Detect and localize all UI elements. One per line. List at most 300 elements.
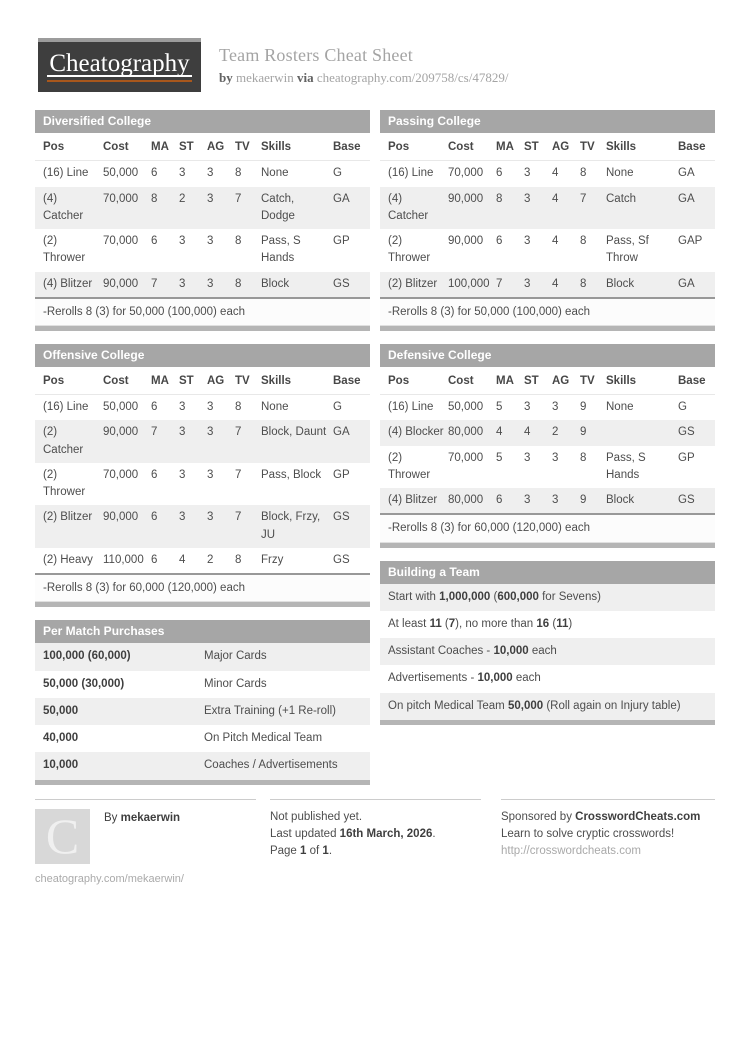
cheatography-logo[interactable] [38, 38, 201, 92]
table-row [380, 488, 715, 513]
table-cell: 7 [235, 192, 242, 205]
footer-profile-url[interactable]: cheatography.com/mekaerwin/ [35, 872, 184, 885]
table-cell: GAP [678, 235, 703, 248]
text-segment: ) [568, 617, 573, 630]
roster-table [35, 367, 370, 573]
table-cell: 8 [235, 235, 242, 248]
table-cell: 70,000 [103, 468, 139, 481]
table-cell: (4) Catcher [388, 192, 429, 222]
table-cell: (16) Line [388, 167, 434, 180]
text-segment: Sponsored by [500, 810, 576, 823]
column-header: AG [550, 133, 578, 161]
table-cell: 6 [151, 235, 158, 248]
table-cell: GS [333, 277, 350, 290]
column-header: TV [233, 367, 259, 395]
table-cell: (2) Blitzer [43, 511, 93, 524]
footer-by-label: By [104, 811, 118, 824]
roster-table [35, 367, 370, 573]
column-header-row [380, 133, 715, 161]
building-rule-row [380, 611, 715, 638]
section-bottom-bar [380, 543, 715, 548]
purchase-label: Minor Cards [204, 677, 267, 690]
section-title: Passing College [380, 110, 715, 133]
column-header: Skills [604, 367, 676, 395]
section-defensive-college [380, 344, 715, 548]
sheet-url-link[interactable]: cheatography.com/209758/cs/47829/ [316, 70, 509, 85]
roster-table [380, 367, 715, 513]
footer-author-block [35, 799, 256, 885]
column-header: MA [494, 133, 522, 161]
table-cell: 6 [151, 553, 158, 566]
table-cell: GA [678, 167, 695, 180]
table-cell: 50,000 [103, 401, 139, 414]
byline-by: by [219, 70, 233, 85]
table-cell: 3 [207, 192, 214, 205]
text-segment: At least [388, 617, 430, 630]
footer-status-line [270, 826, 481, 843]
table-cell: 3 [207, 511, 214, 524]
table-cell: 8 [235, 553, 242, 566]
table-cell: 3 [179, 511, 186, 524]
table-row [380, 395, 715, 421]
column-header: MA [149, 367, 177, 395]
table-cell: 70,000 [448, 451, 484, 464]
table-cell: 5 [496, 401, 503, 414]
sheet-body [0, 92, 750, 785]
table-cell: Frzy [261, 553, 284, 566]
table-cell: GA [333, 426, 350, 439]
text-segment: 600,000 [497, 590, 539, 603]
section-title: Defensive College [380, 344, 715, 367]
table-cell: GP [678, 451, 695, 464]
purchase-label: Major Cards [204, 650, 267, 663]
table-cell: 80,000 [448, 426, 484, 439]
table-cell: GA [333, 192, 350, 205]
table-cell: 3 [179, 426, 186, 439]
column-header: MA [149, 133, 177, 161]
section-bottom-bar [35, 326, 370, 331]
column-header: Cost [101, 133, 149, 161]
table-cell: 3 [207, 277, 214, 290]
text-segment: for Sevens) [538, 590, 601, 603]
footer-byline [104, 809, 180, 864]
table-cell: 4 [552, 235, 559, 248]
table-cell: (2) Thrower [43, 468, 86, 499]
text-segment: (Roll again on Injury table) [543, 699, 681, 712]
column-header: Base [676, 367, 715, 395]
table-cell: 3 [552, 494, 559, 507]
text-segment: 16th March, 2026 [339, 827, 433, 840]
table-cell: 50,000 [103, 167, 139, 180]
table-cell: (16) Line [388, 401, 434, 414]
table-row [35, 671, 370, 698]
table-cell [604, 420, 676, 445]
purchases-table [35, 643, 370, 779]
purchase-label: On Pitch Medical Team [204, 732, 323, 745]
text-segment: each [528, 645, 557, 658]
table-cell: (16) Line [43, 167, 89, 180]
column-header: Skills [604, 133, 676, 161]
table-cell: 3 [524, 192, 531, 205]
column-header-row [380, 367, 715, 395]
table-cell: 3 [552, 401, 559, 414]
column-header: Pos [35, 133, 101, 161]
table-cell: 100,000 [448, 277, 490, 290]
link[interactable]: http://crosswordcheats.com [500, 844, 641, 857]
table-cell: 3 [179, 277, 186, 290]
purchase-cost: 50,000 [43, 704, 79, 717]
footer-sponsor-line [501, 809, 715, 826]
table-cell: 3 [524, 401, 531, 414]
table-cell: 50,000 [448, 401, 484, 414]
table-note: -Rerolls 8 (3) for 50,000 (100,000) each [35, 297, 370, 326]
section-title: Building a Team [380, 561, 715, 584]
table-cell: 7 [151, 426, 158, 439]
section-passing-college [380, 110, 715, 331]
table-cell: (4) Blocker [388, 426, 444, 439]
table-row [35, 463, 370, 506]
table-cell: 9 [580, 494, 587, 507]
footer-author-link[interactable]: mekaerwin [120, 811, 181, 824]
table-cell: GA [678, 192, 695, 205]
roster-table [35, 133, 370, 297]
building-list [380, 584, 715, 720]
text-segment: Assistant Coaches - [388, 645, 494, 658]
byline [219, 70, 508, 86]
table-cell: 110,000 [103, 553, 144, 566]
table-cell: 8 [580, 277, 587, 290]
table-cell: 70,000 [448, 167, 484, 180]
footer-author-row [35, 809, 256, 864]
roster-table [380, 133, 715, 297]
table-cell: GS [678, 494, 695, 507]
table-cell: 7 [580, 192, 587, 205]
table-cell: 6 [496, 235, 503, 248]
table-cell: Pass, Block [261, 468, 322, 481]
table-row [35, 161, 370, 187]
table-cell: 6 [151, 468, 158, 481]
table-cell: 90,000 [103, 426, 139, 439]
footer-status-block [270, 799, 481, 885]
table-cell: 4 [552, 277, 559, 290]
table-cell: GS [333, 511, 350, 524]
table-cell: 3 [524, 451, 531, 464]
table-note: -Rerolls 8 (3) for 50,000 (100,000) each [380, 297, 715, 326]
table-cell: Block [261, 277, 290, 290]
text-segment: 7 [448, 617, 456, 630]
table-cell: 7 [235, 426, 242, 439]
table-cell: 90,000 [448, 192, 484, 205]
text-segment: Last updated [269, 827, 340, 840]
byline-via: via [297, 70, 314, 85]
table-row [35, 187, 370, 230]
table-cell: Block [606, 494, 635, 507]
column-header: Skills [259, 367, 331, 395]
table-cell: 90,000 [103, 511, 139, 524]
column-header: Pos [380, 367, 446, 395]
table-cell: None [261, 401, 289, 414]
page-footer [35, 799, 715, 885]
text-segment: 11 [556, 617, 569, 630]
table-cell: 6 [151, 167, 158, 180]
text-segment: Start with [388, 590, 440, 603]
table-cell: 3 [179, 401, 186, 414]
text-segment: Not published yet. [269, 810, 363, 823]
table-note: -Rerolls 8 (3) for 60,000 (120,000) each [380, 513, 715, 542]
text-segment: Learn to solve cryptic crosswords! [500, 827, 675, 840]
column-header: Base [331, 133, 370, 161]
table-row [35, 505, 370, 548]
column-header: AG [205, 367, 233, 395]
table-cell: 3 [207, 468, 214, 481]
title-block [219, 38, 508, 92]
table-cell: 3 [524, 235, 531, 248]
table-cell: 4 [524, 426, 531, 439]
table-cell: G [333, 167, 342, 180]
table-cell: 8 [235, 167, 242, 180]
avatar[interactable]: C [35, 809, 90, 864]
table-cell: 8 [235, 277, 242, 290]
column-header: MA [494, 367, 522, 395]
table-row [35, 725, 370, 752]
table-cell: 90,000 [103, 277, 139, 290]
text-segment: 10,000 [477, 672, 513, 685]
table-cell: 8 [580, 167, 587, 180]
building-rule-row [380, 638, 715, 665]
table-cell: (2) Heavy [43, 553, 93, 566]
table-cell: Block, Frzy, JU [261, 511, 321, 541]
column-header: ST [522, 367, 550, 395]
table-cell: 3 [207, 167, 214, 180]
column-header: Cost [446, 133, 494, 161]
text-segment: 11 [429, 617, 442, 630]
roster-table [35, 133, 370, 297]
table-cell: (16) Line [43, 401, 89, 414]
text-segment: . [432, 827, 436, 840]
author-link[interactable]: mekaerwin [235, 70, 294, 85]
column-header: ST [177, 367, 205, 395]
section-offensive-college [35, 344, 370, 607]
table-cell: (2) Thrower [388, 451, 431, 481]
table-row [35, 395, 370, 421]
table-cell: 4 [552, 192, 559, 205]
text-segment: ( [549, 617, 557, 630]
text-segment: each [512, 672, 541, 685]
footer-sponsor-block [501, 799, 715, 885]
column-header: Base [676, 133, 715, 161]
text-segment: CrosswordCheats.com [575, 810, 701, 823]
building-rule-row [380, 665, 715, 692]
column-header: TV [233, 133, 259, 161]
footer-status-line [270, 843, 481, 860]
roster-table [380, 133, 715, 297]
table-cell: (2) Catcher [43, 426, 84, 456]
table-row [35, 548, 370, 573]
table-row [380, 446, 715, 489]
table-cell: 8 [235, 401, 242, 414]
table-cell: Block, Daunt [261, 426, 327, 439]
purchases-table [35, 643, 370, 779]
purchase-label: Extra Training (+1 Re-roll) [204, 704, 336, 717]
text-segment: ( [490, 590, 498, 603]
table-cell: 4 [552, 167, 559, 180]
table-cell: Pass, Sf Throw [606, 235, 649, 265]
table-cell: 8 [580, 235, 587, 248]
table-note: -Rerolls 8 (3) for 60,000 (120,000) each [35, 573, 370, 602]
cheatography-logo-text: Cheatography [47, 51, 191, 83]
table-cell: 3 [552, 451, 559, 464]
table-cell: 70,000 [103, 192, 139, 205]
text-segment: ), no more than [455, 617, 537, 630]
table-cell: 6 [151, 401, 158, 414]
table-cell: 4 [496, 426, 503, 439]
table-cell: 3 [179, 167, 186, 180]
column-header: Cost [101, 367, 149, 395]
table-cell: G [678, 401, 687, 414]
roster-table [380, 367, 715, 513]
table-cell: Pass, S Hands [606, 451, 646, 481]
table-cell: 6 [496, 494, 503, 507]
text-segment: 10,000 [493, 645, 529, 658]
table-row [35, 272, 370, 297]
table-cell: 80,000 [448, 494, 484, 507]
table-row [35, 229, 370, 272]
table-cell: 7 [496, 277, 503, 290]
table-cell: 3 [207, 426, 214, 439]
section-building-a-team [380, 561, 715, 725]
table-cell: 4 [179, 553, 186, 566]
text-segment: 50,000 [507, 699, 544, 712]
table-cell: Catch [606, 192, 637, 205]
table-cell: GS [678, 426, 695, 439]
section-per-match-purchases [35, 620, 370, 784]
table-cell: 7 [151, 277, 158, 290]
table-row [380, 420, 715, 445]
text-segment: 1 [300, 844, 307, 857]
table-cell: 3 [524, 167, 531, 180]
section-diversified-college [35, 110, 370, 331]
table-row [35, 698, 370, 725]
table-cell: 6 [496, 167, 503, 180]
column-header: AG [550, 367, 578, 395]
table-row [380, 187, 715, 230]
table-cell: 8 [151, 192, 158, 205]
right-column [380, 110, 715, 725]
column-header: TV [578, 367, 604, 395]
text-segment: . [328, 844, 333, 857]
table-cell: 7 [235, 511, 242, 524]
column-header-row [35, 133, 370, 161]
table-cell: 2 [179, 192, 186, 205]
table-cell: None [606, 167, 634, 180]
logo-underline-orange [47, 80, 191, 82]
section-title: Offensive College [35, 344, 370, 367]
table-cell: (2) Thrower [388, 235, 431, 265]
column-header: AG [205, 133, 233, 161]
section-bottom-bar [380, 720, 715, 725]
section-title: Diversified College [35, 110, 370, 133]
table-cell: 3 [179, 235, 186, 248]
column-header: ST [177, 133, 205, 161]
left-column [35, 110, 370, 785]
column-header: Pos [380, 133, 446, 161]
table-cell: 70,000 [103, 235, 139, 248]
table-cell: GA [678, 277, 695, 290]
footer-sponsor-line [501, 826, 715, 843]
table-cell: GP [333, 468, 350, 481]
table-cell: 9 [580, 401, 587, 414]
column-header: ST [522, 133, 550, 161]
table-row [380, 272, 715, 297]
text-segment: 16 [536, 617, 550, 630]
purchase-cost: 50,000 (30,000) [43, 677, 125, 690]
table-cell: (4) Blitzer [388, 494, 438, 507]
table-cell: 7 [235, 468, 242, 481]
table-cell: None [606, 401, 634, 414]
text-segment: 1 [322, 844, 329, 857]
text-segment: of [306, 844, 323, 857]
purchase-label: Coaches / Advertisements [204, 759, 338, 772]
purchase-cost: 100,000 (60,000) [43, 650, 131, 663]
table-cell: (4) Catcher [43, 192, 84, 222]
table-row [35, 752, 370, 779]
table-cell: 3 [207, 235, 214, 248]
table-cell: Pass, S Hands [261, 235, 301, 265]
text-segment: On pitch Medical Team [388, 699, 508, 712]
table-cell: GS [333, 553, 350, 566]
section-bottom-bar [35, 602, 370, 607]
table-cell: 90,000 [448, 235, 484, 248]
table-cell: 5 [496, 451, 503, 464]
table-cell: GP [333, 235, 350, 248]
table-cell: 9 [580, 426, 587, 439]
table-row [35, 420, 370, 463]
table-cell: 8 [496, 192, 503, 205]
column-header: Cost [446, 367, 494, 395]
purchase-cost: 40,000 [43, 732, 79, 745]
text-segment: 1,000,000 [439, 590, 491, 603]
table-cell: 3 [207, 401, 214, 414]
column-header: Base [331, 367, 370, 395]
section-title: Per Match Purchases [35, 620, 370, 643]
table-cell: 8 [580, 451, 587, 464]
table-cell: 3 [524, 277, 531, 290]
column-header-row [35, 367, 370, 395]
text-segment: Advertisements - [388, 672, 478, 685]
table-cell: Catch, Dodge [261, 192, 295, 222]
column-header: TV [578, 133, 604, 161]
section-bottom-bar [380, 326, 715, 331]
table-cell: (2) Thrower [43, 235, 86, 265]
table-cell: 2 [552, 426, 559, 439]
table-cell: 6 [151, 511, 158, 524]
table-cell: 2 [207, 553, 214, 566]
section-bottom-bar [35, 780, 370, 785]
table-cell: G [333, 401, 342, 414]
building-rule-row [380, 693, 715, 720]
table-row [35, 643, 370, 670]
text-segment: ( [441, 617, 449, 630]
table-cell: 3 [524, 494, 531, 507]
page-header [0, 0, 750, 92]
table-row [380, 161, 715, 187]
text-segment: Page [269, 844, 301, 857]
table-cell: None [261, 167, 289, 180]
table-cell: (2) Blitzer [388, 277, 438, 290]
column-header: Skills [259, 133, 331, 161]
table-cell: 3 [179, 468, 186, 481]
purchase-cost: 10,000 [43, 759, 79, 772]
